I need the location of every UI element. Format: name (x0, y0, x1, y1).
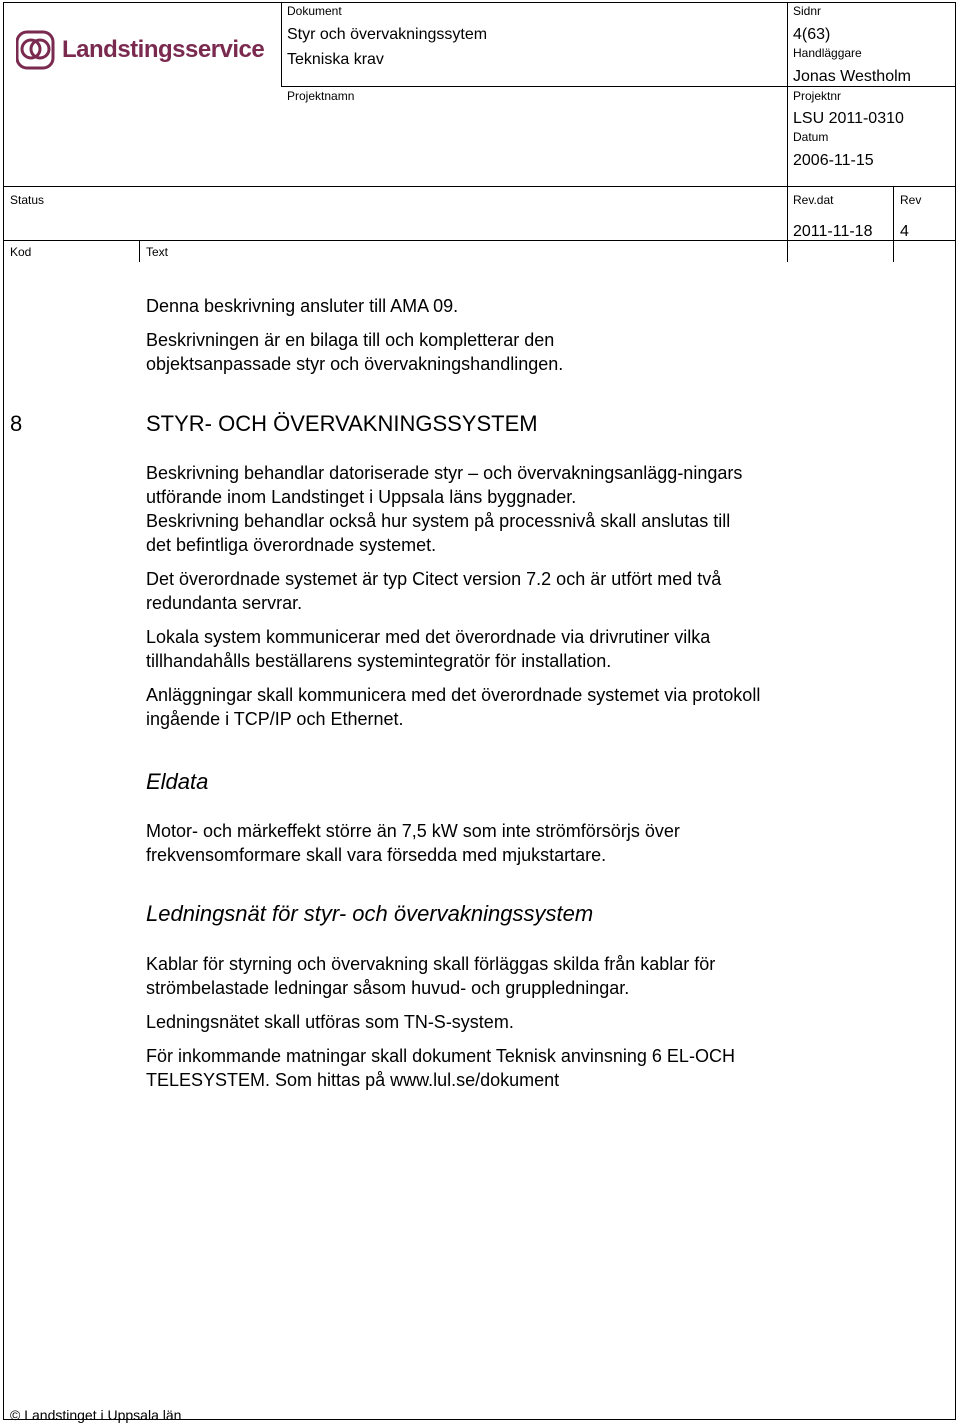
handlaggare-label: Handläggare (793, 46, 862, 60)
header-divider (893, 186, 894, 262)
section-paragraph: Beskrivning behandlar datoriserade styr – och övervakningsanlägg-ningars utförande inom Landstinget i Uppsala läns byggnader. (146, 463, 743, 507)
revdat-value: 2011-11-18 (793, 223, 873, 240)
projektnr-label: Projektnr (793, 89, 842, 103)
section-title: STYR- OCH ÖVERVAKNINGSSYSTEM (146, 411, 538, 436)
organization-name: Landstingsservice (62, 36, 265, 63)
handlaggare-value: Jonas Westholm (793, 68, 911, 85)
document-label: Dokument (287, 4, 342, 18)
projektnr-value: LSU 2011-0310 (793, 110, 904, 127)
intro (146, 294, 906, 376)
datum-value: 2006-11-15 (793, 152, 874, 169)
eldata-paragraph: Motor- och märkeffekt större än 7,5 kW som inte strömförsörjs över frekvensomformare skall vara försedda med mjukstartare. (146, 821, 680, 865)
text-label: Text (146, 245, 169, 259)
landstinget-logo-icon (16, 30, 56, 70)
intro-paragraph: Beskrivningen är en bilaga till och kompletterar den objektsanpassade styr och övervakningshandlingen. (146, 330, 564, 374)
intro-paragraph: Denna beskrivning ansluter till AMA 09. (146, 296, 459, 316)
eldata-heading: Eldata (146, 769, 209, 794)
section-paragraph: Beskrivning behandlar också hur system på processnivå skall anslutas till det befintliga överordnade systemet. (146, 511, 731, 555)
ledningsnat-paragraph: För inkommande matningar skall dokument Teknisk anvinsning 6 EL-OCH TELESYSTEM. Som hittas på www.lul.se/dokument (146, 1046, 735, 1090)
ledningsnat-body (146, 952, 906, 1092)
header-divider (281, 2, 282, 87)
projektnamn-label: Projektnamn (287, 89, 355, 103)
section-paragraph: Det överordnade systemet är typ Citect version 7.2 och är utfört med två redundanta servrar. (146, 569, 722, 613)
footer (10, 1406, 181, 1424)
document-title-line-1: Styr och övervakningssytem (287, 26, 488, 43)
ledningsnat-paragraph: Ledningsnätet skall utföras som TN-S-system. (146, 1012, 514, 1032)
section-paragraph: Lokala system kommunicerar med det överordnade via drivrutiner vilka tillhandahålls beställarens systemintegratör för installation. (146, 627, 711, 671)
eldata-body (146, 819, 906, 867)
header-divider (139, 240, 140, 262)
section-number: 8 (10, 411, 23, 436)
ledningsnat-paragraph: Kablar för styrning och övervakning skall förläggas skilda från kablar för strömbelastade ledningar såsom huvud- och gruppledningar. (146, 954, 716, 998)
sidnr-value: 4(63) (793, 26, 831, 43)
sidnr-label: Sidnr (793, 4, 822, 18)
section-paragraph: Anläggningar skall kommunicera med det överordnade systemet via protokoll ingående i TCP/IP och Ethernet. (146, 685, 761, 729)
section-body (146, 461, 906, 731)
kod-label: Kod (10, 245, 32, 259)
document-title-line-2: Tekniska krav (287, 51, 384, 68)
header-divider (3, 186, 956, 187)
status-label: Status (10, 193, 45, 207)
rev-value: 4 (900, 223, 909, 240)
footer-text: Landstinget i Uppsala län (24, 1407, 182, 1423)
datum-label: Datum (793, 130, 829, 144)
rev-label: Rev (900, 193, 922, 207)
ledningsnat-heading: Ledningsnät för styr- och övervakningssystem (146, 901, 594, 926)
header-divider (787, 2, 788, 262)
revdat-label: Rev.dat (793, 193, 834, 207)
copyright-icon: © (10, 1407, 21, 1423)
